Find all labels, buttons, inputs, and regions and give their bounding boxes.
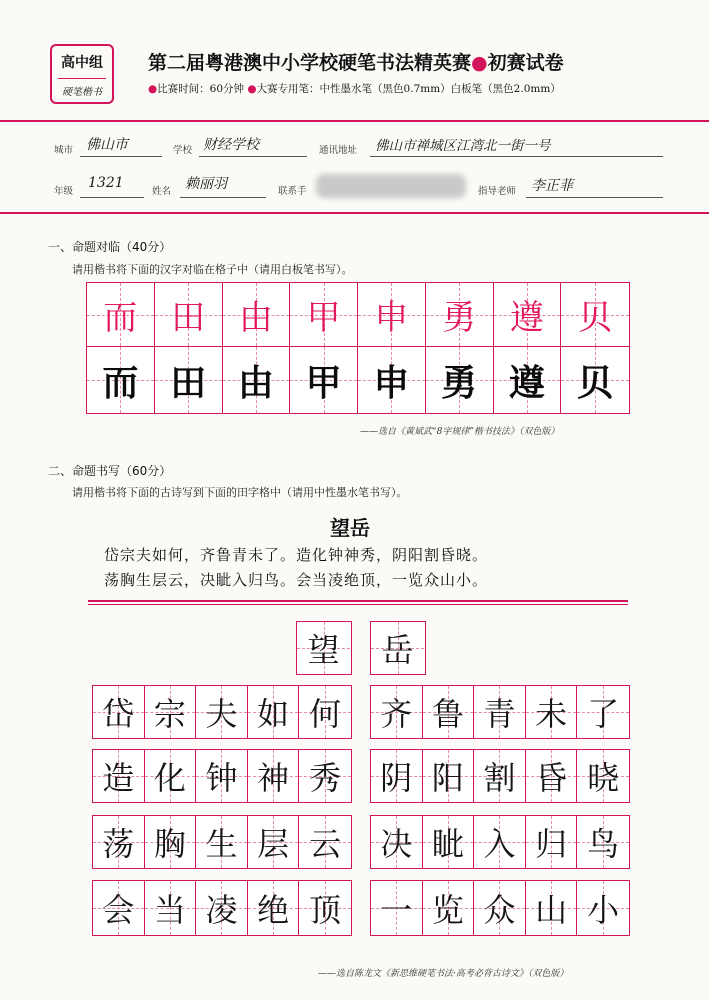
writing-char-cell[interactable] — [561, 347, 629, 413]
written-char: 由 — [237, 362, 274, 404]
city-line — [80, 156, 162, 157]
poem-char-cell[interactable] — [423, 816, 475, 868]
model-char-cell — [426, 283, 494, 346]
header-divider — [0, 120, 709, 122]
written-char: 甲 — [305, 362, 342, 404]
poem-char-cell[interactable] — [423, 686, 475, 738]
model-char: 遵 — [509, 298, 544, 338]
model-char: 贝 — [578, 298, 613, 338]
title-char-cell[interactable] — [297, 622, 350, 674]
title-char-cell[interactable] — [371, 622, 424, 674]
written-char: 田 — [170, 362, 207, 404]
city-field[interactable]: 佛山市 — [86, 137, 128, 153]
school-field[interactable]: 财经学校 — [203, 137, 259, 153]
poem-char: 岱 — [102, 695, 135, 733]
school-line — [199, 156, 307, 157]
poem-char: 荡 — [102, 825, 135, 863]
name-label: 姓名 — [152, 186, 172, 197]
poem-row-grid — [92, 749, 352, 803]
poem-char-cell[interactable] — [196, 881, 248, 935]
poem-char-cell[interactable] — [474, 750, 526, 802]
model-char: 申 — [374, 298, 409, 338]
model-char-cell — [223, 283, 291, 346]
section2-instruction: 请用楷书将下面的古诗写到下面的田字格中（请用中性墨水笔书写）。 — [72, 486, 408, 499]
poem-char: 当 — [153, 891, 186, 929]
poem-char: 入 — [483, 825, 516, 863]
poem-char: 生 — [205, 825, 238, 863]
poem-char-cell[interactable] — [145, 881, 197, 935]
model-char-cell — [561, 283, 629, 346]
model-char-cell — [290, 283, 358, 346]
poem-char: 小 — [587, 891, 620, 929]
poem-char-cell[interactable] — [526, 881, 578, 935]
poem-char: 一 — [380, 891, 413, 929]
poem-char: 夫 — [205, 695, 238, 733]
written-char: 勇 — [441, 362, 478, 404]
poem-char: 造 — [102, 759, 135, 797]
poem-char-cell[interactable] — [371, 816, 423, 868]
poem-char-cell[interactable] — [577, 881, 629, 935]
poem-char: 宗 — [153, 695, 186, 733]
poem-char-cell[interactable] — [299, 750, 351, 802]
grade-field[interactable]: 1321 — [88, 175, 124, 191]
poem-char-cell[interactable] — [145, 816, 197, 868]
group-badge — [50, 44, 114, 104]
poem-char: 凌 — [205, 891, 238, 929]
poem-char: 眦 — [431, 825, 464, 863]
poem-char: 秀 — [309, 759, 342, 797]
written-char: 贝 — [577, 362, 614, 404]
poem-char: 云 — [309, 825, 342, 863]
name-field[interactable]: 赖丽羽 — [185, 176, 227, 192]
poem-char-cell[interactable] — [145, 750, 197, 802]
poem-row-grid — [92, 685, 352, 739]
poem-char-cell[interactable] — [526, 686, 578, 738]
model-char: 田 — [171, 298, 206, 338]
model-char-cell — [358, 283, 426, 346]
poem-line-2: 荡胸生层云，决眦入归鸟。会当凌绝顶，一览众山小。 — [104, 571, 489, 589]
poem-char: 未 — [535, 695, 568, 733]
poem-char: 归 — [535, 825, 568, 863]
page-subtitle — [148, 81, 561, 96]
city-label: 城市 — [54, 145, 74, 156]
writing-char-cell[interactable] — [358, 347, 426, 413]
model-char-cell — [494, 283, 562, 346]
poem-char: 览 — [431, 891, 464, 929]
school-label: 学校 — [173, 145, 193, 156]
poem-char-cell[interactable] — [196, 750, 248, 802]
badge-bottom-text: 硬笔楷书 — [58, 78, 106, 98]
title-char-box[interactable] — [296, 621, 352, 675]
poem-row-grid — [92, 880, 352, 936]
title-char: 望 — [307, 631, 340, 669]
poem-char: 会 — [102, 891, 135, 929]
poem-char: 众 — [483, 891, 516, 929]
writing-char-cell[interactable] — [426, 347, 494, 413]
poem-char-cell[interactable] — [577, 816, 629, 868]
poem-char: 青 — [483, 695, 516, 733]
model-char-cell — [155, 283, 223, 346]
writing-char-grid — [86, 346, 630, 414]
model-char: 由 — [238, 298, 273, 338]
poem-char: 晓 — [587, 759, 620, 797]
name-line — [180, 197, 266, 198]
poem-char-cell[interactable] — [299, 881, 351, 935]
poem-row-grid — [370, 749, 630, 803]
written-char: 申 — [373, 362, 410, 404]
poem-char-cell[interactable] — [371, 686, 423, 738]
poem-char-cell[interactable] — [423, 750, 475, 802]
subtitle-time: 比赛时间：60分钟 — [157, 83, 245, 95]
poem-char: 如 — [257, 695, 290, 733]
title-dot-icon: ● — [471, 52, 488, 74]
poem-char: 神 — [257, 759, 290, 797]
poem-char-cell[interactable] — [299, 686, 351, 738]
poem-row-grid — [370, 815, 630, 869]
writing-char-cell[interactable] — [290, 347, 358, 413]
poem-char-cell[interactable] — [145, 686, 197, 738]
poem-char-cell[interactable] — [93, 750, 145, 802]
poem-char: 鸟 — [587, 825, 620, 863]
phone-label: 联系手 — [278, 186, 307, 197]
poem-char-cell[interactable] — [577, 686, 629, 738]
teacher-label: 指导老师 — [478, 186, 517, 197]
subtitle-pens: 大赛专用笔：中性墨水笔（黑色0.7mm）白板笔（黑色2.0mm） — [256, 83, 561, 95]
poem-line-1: 岱宗夫如何，齐鲁青未了。造化钟神秀，阴阳割昏晓。 — [104, 546, 489, 564]
title-main: 第二届粤港澳中小学校硬笔书法精英赛 — [148, 52, 472, 74]
poem-char-cell[interactable] — [196, 816, 248, 868]
poem-char-cell[interactable] — [248, 881, 300, 935]
section1-instruction: 请用楷书将下面的汉字对临在格子中（请用白板笔书写）。 — [72, 263, 353, 276]
poem-char: 层 — [257, 825, 290, 863]
poem-row-grid — [92, 815, 352, 869]
poem-char-cell[interactable] — [248, 686, 300, 738]
poem-char: 鲁 — [431, 695, 464, 733]
poem-char: 钟 — [205, 759, 238, 797]
poem-char: 阴 — [380, 759, 413, 797]
phone-redacted — [316, 174, 466, 198]
writing-char-cell[interactable] — [87, 347, 155, 413]
poem-char-cell[interactable] — [474, 686, 526, 738]
address-line — [370, 156, 663, 157]
poem-char: 决 — [380, 825, 413, 863]
grade-label: 年级 — [54, 186, 74, 197]
model-char: 而 — [103, 298, 138, 338]
model-char-cell — [87, 283, 155, 346]
model-char-grid — [86, 282, 630, 347]
model-char: 勇 — [442, 298, 477, 338]
model-char: 甲 — [306, 298, 341, 338]
poem-char: 顶 — [309, 891, 342, 929]
poem-char: 化 — [153, 759, 186, 797]
section1-heading: 一、命题对临（40分） — [48, 240, 172, 254]
poem-char-cell[interactable] — [93, 881, 145, 935]
writing-char-cell[interactable] — [494, 347, 562, 413]
page-title — [148, 48, 564, 75]
poem-char-cell[interactable] — [93, 816, 145, 868]
teacher-line — [526, 197, 663, 198]
poem-char-cell[interactable] — [526, 750, 578, 802]
poem-char-cell[interactable] — [248, 750, 300, 802]
form-divider — [0, 212, 709, 214]
poem-char-cell[interactable] — [371, 881, 423, 935]
writing-char-cell[interactable] — [155, 347, 223, 413]
title-char: 岳 — [381, 631, 414, 669]
poem-title: 望岳 — [330, 516, 370, 540]
bullet-icon: ● — [247, 83, 257, 95]
writing-char-cell[interactable] — [223, 347, 291, 413]
poem-char: 何 — [309, 695, 342, 733]
poem-char-cell[interactable] — [196, 686, 248, 738]
poem-char: 绝 — [257, 891, 290, 929]
badge-top-text: 高中组 — [61, 55, 103, 71]
poem-char: 山 — [535, 891, 568, 929]
bullet-icon: ● — [148, 83, 158, 95]
title-suffix: 初赛试卷 — [487, 52, 564, 74]
teacher-field[interactable]: 李正菲 — [531, 178, 573, 194]
grade-line — [80, 197, 144, 198]
poem-char-cell[interactable] — [93, 686, 145, 738]
poem-char: 阳 — [431, 759, 464, 797]
poem-char: 昏 — [535, 759, 568, 797]
section2-credit: ——选自陈龙文《新思维硬笔书法·高考必背古诗文》（双色版） — [318, 969, 569, 979]
section2-heading: 二、命题书写（60分） — [48, 464, 172, 478]
written-char: 而 — [102, 362, 139, 404]
poem-char-cell[interactable] — [577, 750, 629, 802]
poem-char-cell[interactable] — [474, 881, 526, 935]
poem-divider — [88, 600, 628, 605]
poem-char-cell[interactable] — [474, 816, 526, 868]
address-field[interactable]: 佛山市禅城区江湾北一街一号 — [375, 138, 551, 154]
section1-credit: ——选自《黄斌武“8字规律”楷书技法》（双色版） — [360, 427, 560, 437]
address-label: 通讯地址 — [319, 145, 358, 156]
title-char-box[interactable] — [370, 621, 426, 675]
poem-char: 割 — [483, 759, 516, 797]
poem-row-grid — [370, 685, 630, 739]
poem-row-grid — [370, 880, 630, 936]
poem-char: 胸 — [153, 825, 186, 863]
poem-char-cell[interactable] — [299, 816, 351, 868]
poem-char-cell[interactable] — [371, 750, 423, 802]
poem-char-cell[interactable] — [423, 881, 475, 935]
written-char: 遵 — [508, 362, 545, 404]
poem-char-cell[interactable] — [526, 816, 578, 868]
poem-char: 齐 — [380, 695, 413, 733]
poem-char: 了 — [587, 695, 620, 733]
poem-char-cell[interactable] — [248, 816, 300, 868]
